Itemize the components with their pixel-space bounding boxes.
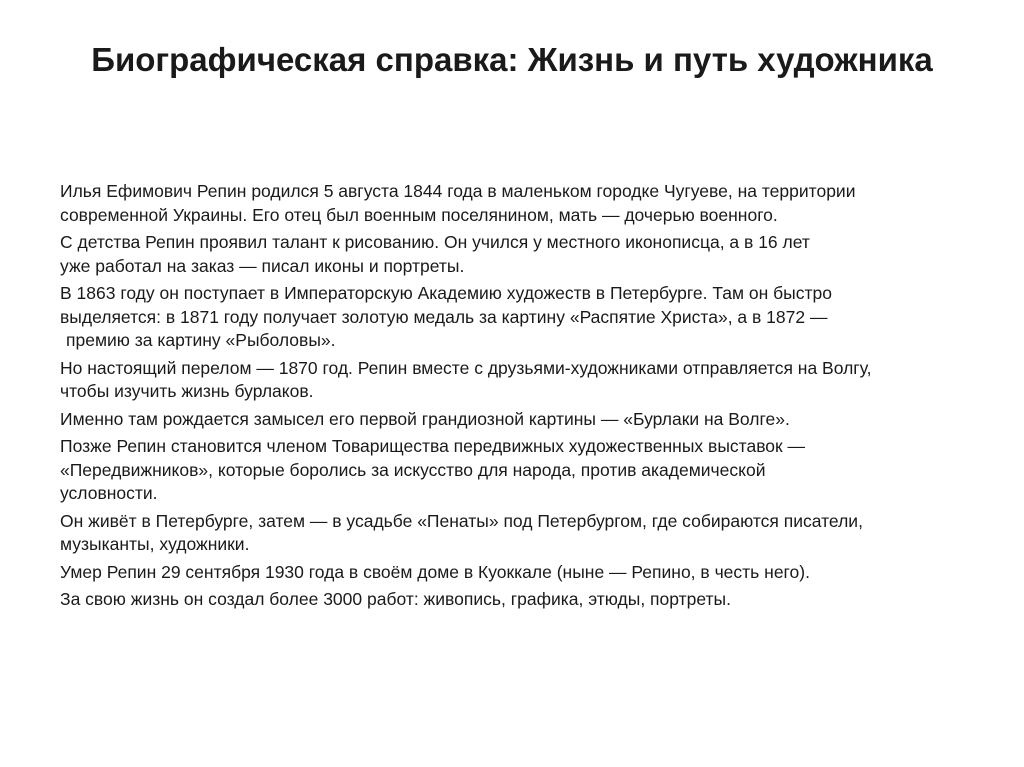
paragraph-peredvizhniki: [60, 435, 980, 506]
paragraph-line: условности.: [60, 483, 158, 503]
paragraph-line: Но настоящий перелом — 1870 год. Репин вместе с друзьями-художниками отправляется на Волгу,: [60, 357, 872, 378]
paragraph-line: чтобы изучить жизнь бурлаков.: [60, 381, 314, 401]
paragraph-line: выделяется: в 1871 году получает золотую медаль за картину «Распятие Христа», а в 1872 —: [60, 306, 828, 327]
paragraph-volga: [60, 357, 980, 404]
paragraph-line: За свою жизнь он создал более 3000 работ: живопись, графика, этюды, портреты.: [60, 589, 731, 609]
paragraph-works: [60, 588, 980, 612]
paragraph-line: Позже Репин становится членом Товарищества передвижных художественных выставок —: [60, 436, 806, 456]
paragraph-line: Илья Ефимович Репин родился 5 августа 1844 года в маленьком городке Чугуеве, на территории: [60, 181, 856, 201]
paragraph-childhood: [60, 231, 980, 278]
paragraph-birth: [60, 180, 980, 227]
paragraph-line: современной Украины. Его отец был военным поселянином, мать — дочерью военного.: [60, 204, 778, 225]
paragraph-line: премию за картину «Рыболовы».: [66, 330, 336, 350]
paragraph-line: музыканты, художники.: [60, 534, 250, 554]
paragraph-academy: [60, 282, 980, 353]
slide-body: [60, 180, 980, 616]
paragraph-line: Он живёт в Петербурге, затем — в усадьбе «Пенаты» под Петербургом, где собираются писатели,: [60, 510, 863, 531]
paragraph-penaty: [60, 510, 980, 557]
paragraph-line: В 1863 году он поступает в Императорскую Академию художеств в Петербурге. Там он быстро: [60, 283, 832, 303]
paragraph-line: уже работал на заказ — писал иконы и портреты.: [60, 255, 465, 276]
paragraph-barge-haulers: [60, 408, 980, 432]
paragraph-death: [60, 561, 980, 585]
paragraph-line: Умер Репин 29 сентября 1930 года в своём доме в Куоккале (ныне — Репино, в честь него).: [60, 561, 810, 582]
paragraph-line: Именно там рождается замысел его первой грандиозной картины — «Бурлаки на Волге».: [60, 408, 790, 429]
paragraph-line: «Передвижников», которые боролись за искусство для народа, против академической: [60, 459, 766, 480]
paragraph-line: С детства Репин проявил талант к рисованию. Он учился у местного иконописца, а в 16 лет: [60, 232, 810, 252]
slide-title: Биографическая справка: Жизнь и путь художника: [91, 41, 933, 78]
